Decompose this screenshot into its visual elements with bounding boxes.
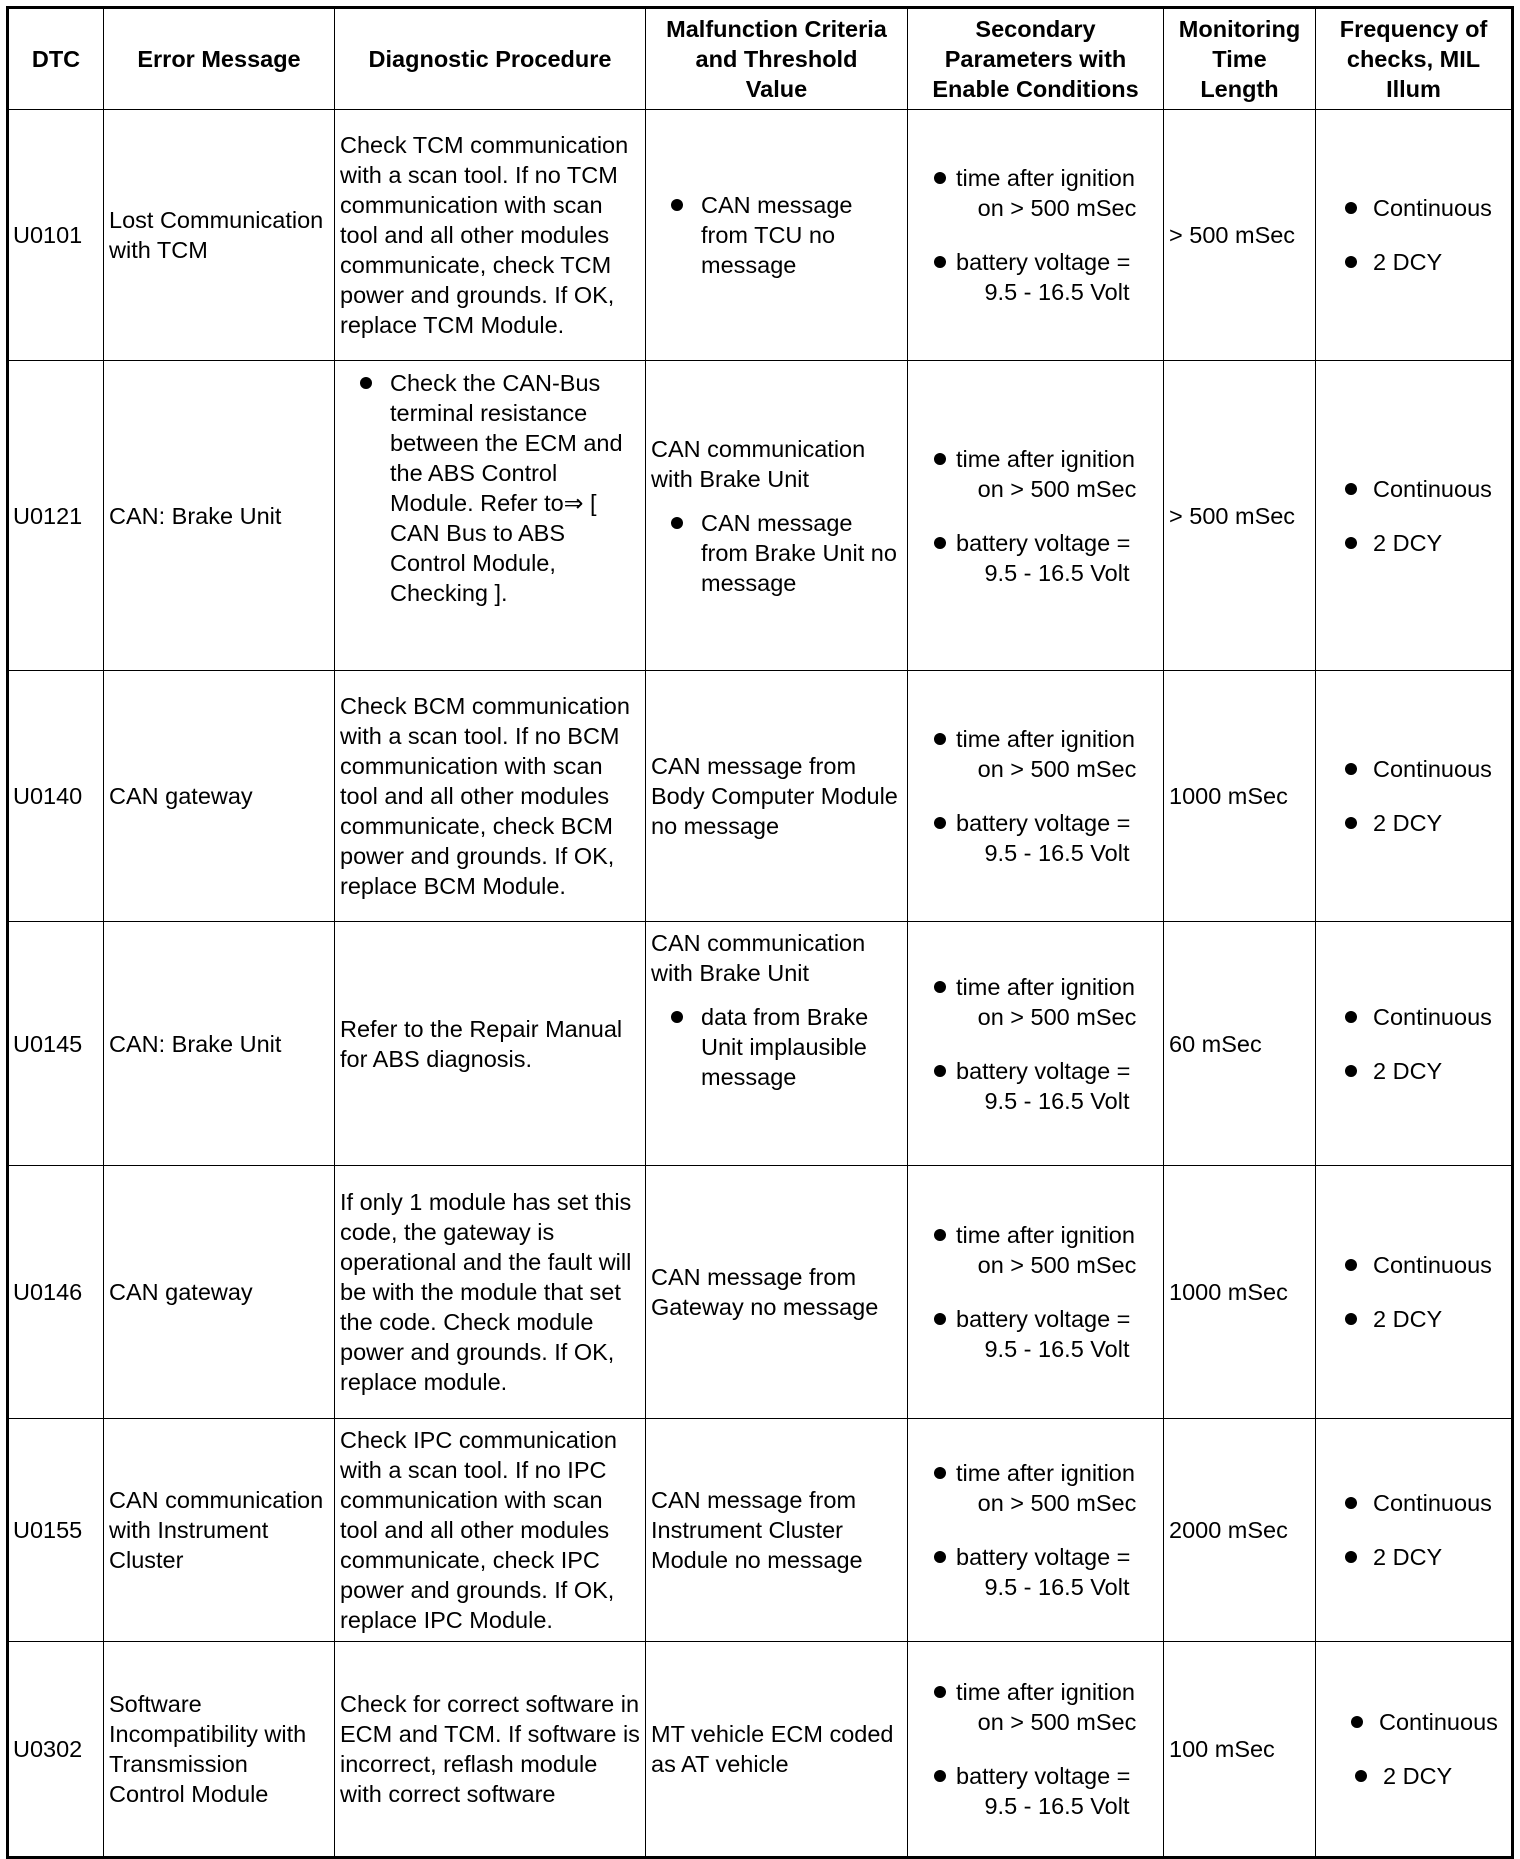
malfunction-criteria: CAN message from Gateway no message xyxy=(646,1166,908,1419)
frequency-item: 2 DCY xyxy=(1321,1761,1506,1791)
secondary-list xyxy=(913,1677,1158,1821)
frequency-item: Continuous xyxy=(1321,1488,1506,1518)
frequency xyxy=(1316,922,1513,1166)
secondary-parameters xyxy=(908,922,1164,1166)
table-row xyxy=(8,922,1513,1166)
frequency-item: Continuous xyxy=(1321,193,1506,223)
malfunction-text: CAN communication with Brake Unit xyxy=(651,930,866,986)
malfunction-bullet: CAN message from TCU no message xyxy=(651,190,902,280)
secondary-line-1: battery voltage = xyxy=(956,1057,1131,1084)
secondary-item xyxy=(913,1056,1158,1116)
secondary-list xyxy=(913,163,1158,307)
secondary-line-1: battery voltage = xyxy=(956,249,1131,275)
secondary-parameters xyxy=(908,110,1164,361)
header-line: Secondary xyxy=(975,16,1096,42)
table-row xyxy=(8,671,1513,922)
malfunction-criteria xyxy=(646,110,908,361)
monitoring-time: 2000 mSec xyxy=(1164,1419,1316,1642)
secondary-item xyxy=(913,528,1158,588)
secondary-line-2: 9.5 - 16.5 Volt xyxy=(984,559,1130,586)
secondary-line-1: time after ignition xyxy=(956,445,1135,472)
dtc-code: U0145 xyxy=(8,922,104,1166)
frequency-list xyxy=(1321,474,1506,558)
diagnostic-procedure xyxy=(335,361,646,671)
diagnostic-bullet: Check the CAN-Bus terminal resistance between the ECM and the ABS Control Module. Refer to⇒ [ CAN Bus to ABS Control Module, Checking ]. xyxy=(340,368,640,608)
frequency-item: Continuous xyxy=(1321,754,1506,784)
secondary-line-1: time after ignition xyxy=(956,1222,1135,1248)
frequency-item: 2 DCY xyxy=(1321,1056,1506,1086)
malfunction-criteria: CAN message from Instrument Cluster Module no message xyxy=(646,1419,908,1642)
header-line: Enable Conditions xyxy=(932,76,1139,102)
secondary-line-1: battery voltage = xyxy=(956,1544,1131,1570)
frequency xyxy=(1316,1419,1513,1642)
frequency-list xyxy=(1321,193,1506,277)
secondary-list xyxy=(913,972,1158,1116)
secondary-item xyxy=(913,724,1158,784)
monitoring-time: 60 mSec xyxy=(1164,922,1316,1166)
secondary-parameters xyxy=(908,1166,1164,1419)
secondary-line-2: on > 500 mSec xyxy=(977,475,1137,502)
secondary-line-1: time after ignition xyxy=(956,726,1135,752)
malfunction-bullet: data from Brake Unit implausible message xyxy=(651,1002,902,1092)
secondary-item xyxy=(913,444,1158,504)
malfunction-text: CAN communication with Brake Unit xyxy=(651,435,866,492)
frequency-list xyxy=(1321,754,1506,838)
frequency-item: Continuous xyxy=(1321,1002,1506,1032)
diagnostic-procedure: If only 1 module has set this code, the gateway is operational and the fault will be with the module that set the code. Check module power and grounds. If OK, replace module. xyxy=(335,1166,646,1419)
frequency-item: Continuous xyxy=(1321,1250,1506,1280)
secondary-line-1: time after ignition xyxy=(956,165,1135,191)
secondary-line-1: battery voltage = xyxy=(956,1306,1131,1332)
header-frequency xyxy=(1316,8,1513,110)
dtc-code: U0140 xyxy=(8,671,104,922)
monitoring-time: > 500 mSec xyxy=(1164,110,1316,361)
header-line: Time xyxy=(1212,46,1267,72)
secondary-item xyxy=(913,1458,1158,1518)
frequency xyxy=(1316,671,1513,922)
secondary-item xyxy=(913,1677,1158,1737)
dtc-code: U0302 xyxy=(8,1642,104,1858)
secondary-line-2: 9.5 - 16.5 Volt xyxy=(984,1087,1130,1114)
error-message: Lost Communication with TCM xyxy=(104,110,335,361)
secondary-line-2: 9.5 - 16.5 Volt xyxy=(984,279,1130,305)
monitoring-time: > 500 mSec xyxy=(1164,361,1316,671)
secondary-line-2: 9.5 - 16.5 Volt xyxy=(984,840,1130,866)
secondary-item xyxy=(913,163,1158,223)
secondary-parameters xyxy=(908,1642,1164,1858)
header-line: Illum xyxy=(1386,76,1441,102)
header-line: Frequency of xyxy=(1339,16,1488,42)
frequency-item: 2 DCY xyxy=(1321,1542,1506,1572)
malfunction-bullet: CAN message from Brake Unit no message xyxy=(651,508,902,598)
frequency xyxy=(1316,361,1513,671)
secondary-line-2: on > 500 mSec xyxy=(977,1490,1137,1516)
header-monitoring-time xyxy=(1164,8,1316,110)
frequency-item: 2 DCY xyxy=(1321,808,1506,838)
secondary-line-1: time after ignition xyxy=(956,1460,1135,1486)
secondary-list xyxy=(913,444,1158,588)
diagnostic-procedure: Check IPC communication with a scan tool. If no IPC communication with scan tool and all other modules communicate, check IPC power and grounds. If OK, replace IPC Module. xyxy=(335,1419,646,1642)
secondary-list xyxy=(913,1458,1158,1602)
secondary-line-2: 9.5 - 16.5 Volt xyxy=(984,1336,1130,1362)
dtc-code: U0121 xyxy=(8,361,104,671)
secondary-item xyxy=(913,1220,1158,1280)
secondary-item xyxy=(913,808,1158,868)
header-line: Length xyxy=(1200,76,1279,102)
table-row xyxy=(8,361,1513,671)
secondary-list xyxy=(913,724,1158,868)
frequency-list xyxy=(1321,1488,1506,1572)
frequency-item: 2 DCY xyxy=(1321,528,1506,558)
monitoring-time: 1000 mSec xyxy=(1164,1166,1316,1419)
frequency xyxy=(1316,110,1513,361)
table-row xyxy=(8,1419,1513,1642)
secondary-line-1: time after ignition xyxy=(956,973,1135,1000)
malfunction-criteria: CAN message from Body Computer Module no message xyxy=(646,671,908,922)
secondary-line-1: time after ignition xyxy=(956,1679,1135,1705)
header-error-message: Error Message xyxy=(104,8,335,110)
malfunction-bullets xyxy=(651,1002,902,1092)
header-line: Value xyxy=(745,76,808,102)
diagnostic-procedure: Check for correct software in ECM and TCM. If software is incorrect, reflash module with correct software xyxy=(335,1642,646,1858)
secondary-parameters xyxy=(908,671,1164,922)
diagnostic-bullets xyxy=(340,368,640,608)
frequency xyxy=(1316,1166,1513,1419)
error-message: CAN: Brake Unit xyxy=(104,922,335,1166)
header-line: checks, MIL xyxy=(1346,46,1481,72)
dtc-code: U0101 xyxy=(8,110,104,361)
error-message: CAN: Brake Unit xyxy=(104,361,335,671)
frequency xyxy=(1316,1642,1513,1858)
secondary-line-1: battery voltage = xyxy=(956,1763,1131,1789)
header-diagnostic-procedure: Diagnostic Procedure xyxy=(335,8,646,110)
secondary-line-2: on > 500 mSec xyxy=(977,195,1137,221)
malfunction-criteria: MT vehicle ECM coded as AT vehicle xyxy=(646,1642,908,1858)
error-message: CAN gateway xyxy=(104,1166,335,1419)
frequency-item: Continuous xyxy=(1321,474,1506,504)
monitoring-time: 100 mSec xyxy=(1164,1642,1316,1858)
secondary-line-1: battery voltage = xyxy=(956,810,1131,836)
table-row xyxy=(8,110,1513,361)
error-message: CAN gateway xyxy=(104,671,335,922)
header-line: and Threshold xyxy=(695,46,858,72)
header-line: Monitoring xyxy=(1178,16,1301,42)
malfunction-bullets xyxy=(651,190,902,280)
frequency-item: Continuous xyxy=(1321,1707,1506,1737)
malfunction-bullets xyxy=(651,508,902,598)
secondary-item xyxy=(913,1542,1158,1602)
secondary-line-2: on > 500 mSec xyxy=(977,1252,1137,1278)
secondary-line-2: on > 500 mSec xyxy=(977,756,1137,782)
table-row xyxy=(8,1642,1513,1858)
secondary-line-2: on > 500 mSec xyxy=(977,1003,1137,1030)
malfunction-criteria xyxy=(646,361,908,671)
header-secondary-parameters xyxy=(908,8,1164,110)
error-message: CAN communication with Instrument Cluster xyxy=(104,1419,335,1642)
frequency-item: 2 DCY xyxy=(1321,1304,1506,1334)
secondary-item xyxy=(913,1304,1158,1364)
frequency-item: 2 DCY xyxy=(1321,247,1506,277)
dtc-table xyxy=(6,6,1514,1859)
header-line: Malfunction Criteria xyxy=(666,16,887,42)
diagnostic-procedure: Check BCM communication with a scan tool. If no BCM communication with scan tool and all other modules communicate, check BCM power and grounds. If OK, replace BCM Module. xyxy=(335,671,646,922)
header-line: Parameters with xyxy=(944,46,1127,72)
frequency-list xyxy=(1321,1002,1506,1086)
secondary-line-1: battery voltage = xyxy=(956,529,1131,556)
monitoring-time: 1000 mSec xyxy=(1164,671,1316,922)
error-message: Software Incompatibility with Transmission Control Module xyxy=(104,1642,335,1858)
frequency-list xyxy=(1321,1707,1506,1791)
secondary-line-2: 9.5 - 16.5 Volt xyxy=(984,1793,1130,1819)
secondary-item xyxy=(913,972,1158,1032)
secondary-item xyxy=(913,247,1158,307)
dtc-code: U0155 xyxy=(8,1419,104,1642)
header-dtc: DTC xyxy=(8,8,104,110)
table-row xyxy=(8,1166,1513,1419)
secondary-line-2: on > 500 mSec xyxy=(977,1709,1137,1735)
dtc-code: U0146 xyxy=(8,1166,104,1419)
malfunction-criteria xyxy=(646,922,908,1166)
secondary-parameters xyxy=(908,1419,1164,1642)
secondary-line-2: 9.5 - 16.5 Volt xyxy=(984,1574,1130,1600)
diagnostic-procedure: Refer to the Repair Manual for ABS diagnosis. xyxy=(335,922,646,1166)
secondary-item xyxy=(913,1761,1158,1821)
header-row xyxy=(8,8,1513,110)
frequency-list xyxy=(1321,1250,1506,1334)
header-malfunction-criteria xyxy=(646,8,908,110)
diagnostic-procedure: Check TCM communication with a scan tool. If no TCM communication with scan tool and all other modules communicate, check TCM power and grounds. If OK, replace TCM Module. xyxy=(335,110,646,361)
secondary-list xyxy=(913,1220,1158,1364)
secondary-parameters xyxy=(908,361,1164,671)
